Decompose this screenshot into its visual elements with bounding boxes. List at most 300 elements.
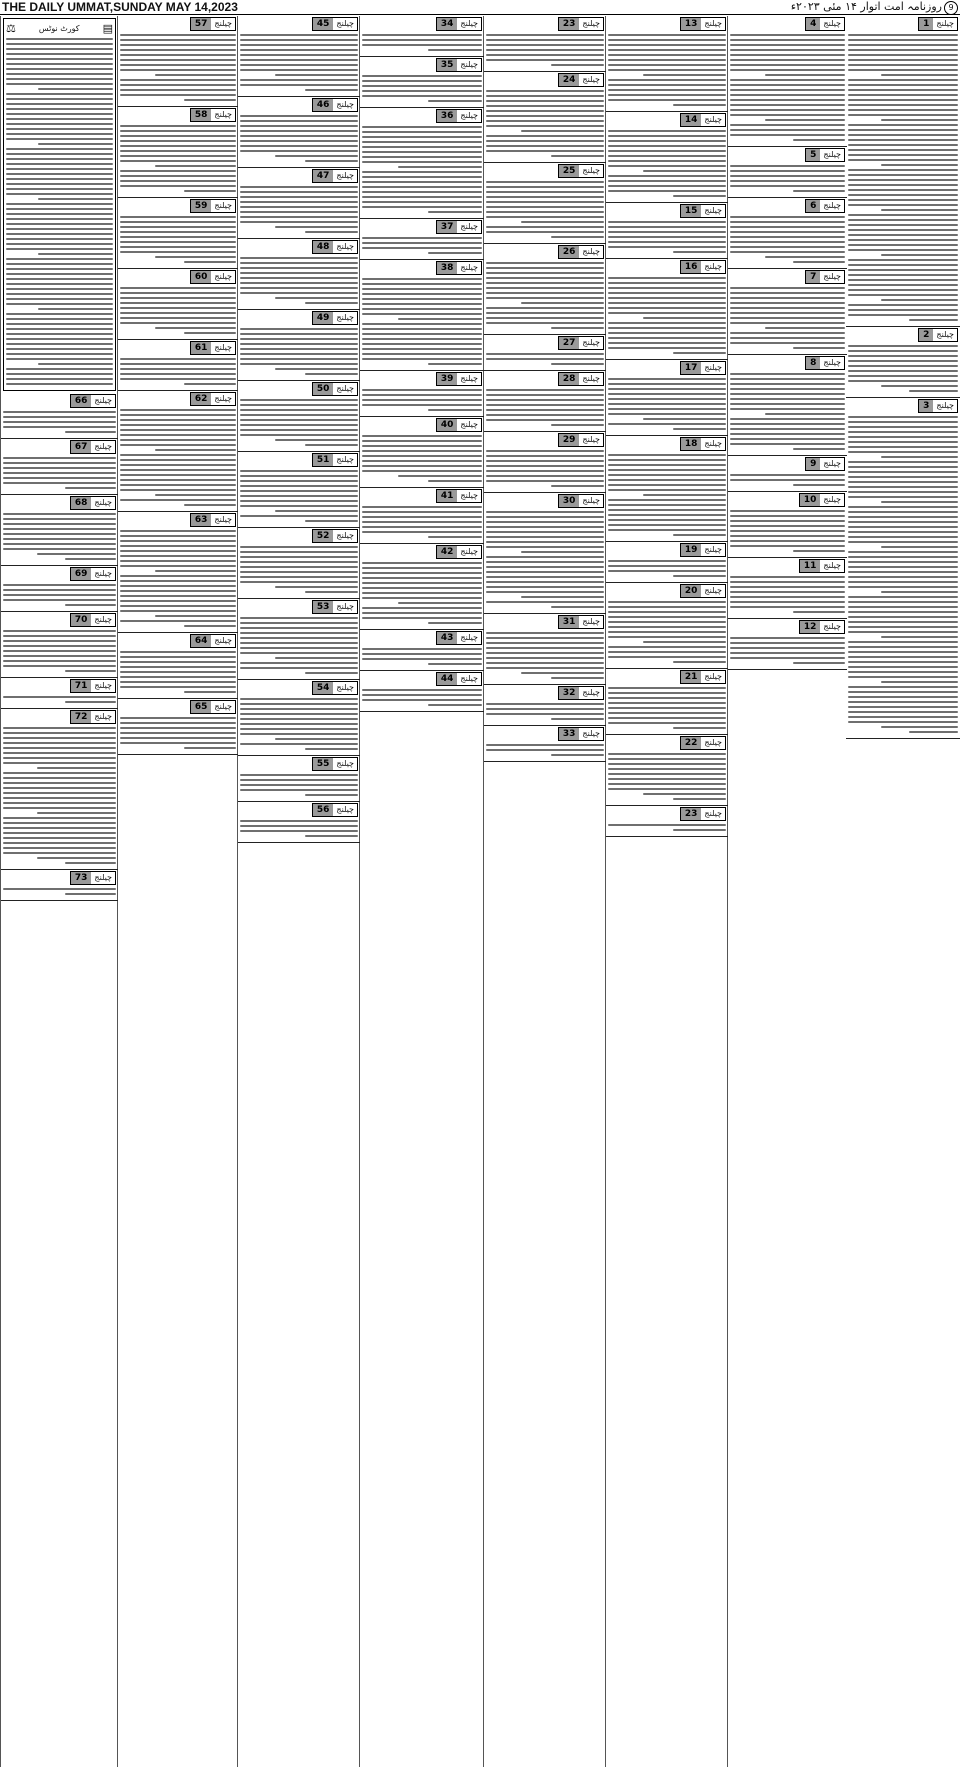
text-line (486, 39, 604, 41)
text-line (848, 466, 958, 468)
text-line (120, 302, 236, 304)
text-line (848, 159, 958, 161)
text-line (765, 119, 846, 121)
column-2 (727, 16, 847, 1767)
text-line (848, 601, 958, 603)
text-line (240, 515, 358, 517)
classified-item (118, 340, 238, 391)
text-line (608, 79, 726, 81)
text-line (486, 186, 604, 188)
text-line (362, 288, 482, 290)
text-line (765, 327, 846, 329)
text-line (240, 820, 358, 822)
text-line (240, 733, 358, 735)
text-line (362, 460, 482, 462)
text-line (608, 499, 726, 501)
text-line (486, 586, 604, 588)
text-line (486, 105, 604, 107)
text-line (881, 636, 958, 638)
text-line (608, 155, 726, 157)
item-number: 52 (313, 530, 334, 542)
text-line (730, 647, 845, 649)
text-line (486, 601, 604, 603)
text-line (848, 289, 958, 291)
text-line (120, 732, 236, 734)
text-line (673, 829, 726, 831)
text-line (120, 535, 236, 537)
classified-item (484, 614, 606, 685)
text-line (730, 337, 845, 339)
item-number-badge (70, 613, 116, 627)
item-number: 73 (71, 872, 92, 884)
text-line (362, 572, 482, 574)
classified-item (728, 16, 847, 147)
text-line (486, 667, 604, 669)
classified-item (238, 802, 360, 843)
text-line (608, 332, 726, 334)
text-line (3, 477, 116, 479)
text-line (6, 368, 113, 370)
text-line (155, 165, 236, 167)
text-line (673, 575, 726, 577)
text-line (120, 605, 236, 607)
text-line (486, 404, 604, 406)
text-line (730, 581, 845, 583)
text-line (362, 95, 482, 97)
text-line (643, 494, 726, 496)
text-line (3, 467, 116, 469)
item-number: 46 (313, 99, 334, 111)
item-number: 45 (313, 18, 334, 30)
text-line (486, 521, 604, 523)
text-line (3, 802, 116, 804)
text-line (486, 95, 604, 97)
text-line (608, 337, 726, 339)
text-line (275, 586, 358, 588)
text-line (486, 317, 604, 319)
text-line (608, 221, 726, 223)
text-line (362, 126, 482, 128)
text-line (362, 455, 482, 457)
text-line (730, 606, 845, 608)
text-line (6, 283, 113, 285)
text-line (120, 479, 236, 481)
text-line (362, 34, 482, 36)
item-number-badge (805, 199, 845, 213)
text-line (848, 54, 958, 56)
text-line (6, 38, 113, 40)
text-line (240, 206, 358, 208)
text-line (848, 716, 958, 718)
text-line (240, 409, 358, 411)
item-number-badge (680, 204, 726, 218)
text-line (848, 536, 958, 538)
text-line (240, 743, 358, 745)
column-7 (117, 16, 238, 1767)
classified-item (728, 269, 847, 355)
text-line (240, 333, 358, 335)
text-line (120, 231, 236, 233)
item-label: چیلنج (211, 109, 235, 121)
text-line (486, 511, 604, 513)
text-line (120, 590, 236, 592)
item-number: 14 (681, 114, 702, 126)
text-line (608, 297, 726, 299)
text-line (6, 258, 113, 260)
text-line (730, 180, 845, 182)
item-label: چیلنج (211, 393, 235, 405)
item-number-badge (805, 17, 845, 31)
text-line (551, 363, 604, 365)
text-line (848, 214, 958, 216)
item-number-badge (558, 494, 604, 508)
item-number-badge (312, 681, 358, 695)
text-line (6, 208, 113, 210)
text-line (486, 652, 604, 654)
classified-item (238, 97, 360, 168)
text-line (486, 206, 604, 208)
item-label: چیلنج (91, 711, 115, 723)
text-line (120, 474, 236, 476)
text-line (240, 267, 358, 269)
item-number: 15 (681, 205, 702, 217)
text-line (184, 383, 236, 385)
text-line (848, 586, 958, 588)
text-line (848, 314, 958, 316)
text-line (848, 365, 958, 367)
text-line (486, 662, 604, 664)
text-line (730, 39, 845, 41)
text-line (848, 471, 958, 473)
classified-item (118, 269, 238, 340)
text-line (240, 652, 358, 654)
text-line (909, 390, 959, 392)
text-line (486, 571, 604, 573)
text-line (362, 577, 482, 579)
item-number: 67 (71, 441, 92, 453)
item-label: چیلنج (333, 18, 357, 30)
text-line (305, 89, 358, 91)
text-line (38, 143, 113, 145)
item-number: 24 (559, 74, 580, 86)
text-line (6, 153, 113, 155)
text-line (673, 661, 726, 663)
item-number-badge (312, 240, 358, 254)
text-line (428, 622, 482, 624)
text-line (848, 516, 958, 518)
text-line (120, 656, 236, 658)
text-line (362, 161, 482, 163)
classified-item (728, 147, 847, 198)
text-line (362, 587, 482, 589)
text-line (730, 601, 845, 603)
text-line (6, 213, 113, 215)
item-label: چیلنج (457, 373, 481, 385)
text-line (240, 399, 358, 401)
classified-item (484, 726, 606, 762)
text-line (848, 139, 958, 141)
text-line (6, 63, 113, 65)
text-line (608, 824, 726, 826)
text-line (848, 481, 958, 483)
column-6 (237, 16, 360, 1767)
classified-item (238, 168, 360, 239)
text-line (3, 543, 116, 545)
text-line (3, 513, 116, 515)
text-line (608, 145, 726, 147)
text-line (6, 243, 113, 245)
text-line (362, 506, 482, 508)
text-line (120, 429, 236, 431)
text-line (3, 757, 116, 759)
text-line (730, 378, 845, 380)
text-line (240, 363, 358, 365)
item-number-badge (680, 670, 726, 684)
item-number-badge (436, 17, 482, 31)
text-line (240, 617, 358, 619)
item-label: چیلنج (457, 262, 481, 274)
classified-item (484, 432, 606, 493)
item-label: چیلنج (701, 737, 725, 749)
text-line (848, 701, 958, 703)
item-number: 30 (559, 495, 580, 507)
text-line (848, 526, 958, 528)
text-line (362, 303, 482, 305)
item-number: 53 (313, 601, 334, 613)
text-line (848, 521, 958, 523)
item-label: چیلنج (820, 149, 844, 161)
text-line (608, 712, 726, 714)
text-line (551, 236, 604, 238)
item-label: چیلنج (91, 568, 115, 580)
item-label: چیلنج (457, 673, 481, 685)
text-line (120, 545, 236, 547)
text-line (240, 186, 358, 188)
item-label: چیلنج (457, 419, 481, 431)
text-line (120, 292, 236, 294)
text-line (608, 64, 726, 66)
item-number-badge (312, 17, 358, 31)
text-line (120, 39, 236, 41)
item-label: چیلنج (579, 246, 603, 258)
text-line (240, 59, 358, 61)
text-line (120, 484, 236, 486)
item-number-badge (805, 356, 845, 370)
item-number: 19 (681, 544, 702, 556)
text-line (120, 686, 236, 688)
text-line (120, 666, 236, 668)
text-line (486, 703, 604, 705)
item-label: چیلنج (701, 261, 725, 273)
classified-item (360, 630, 484, 671)
text-line (793, 662, 845, 664)
text-line (486, 536, 604, 538)
item-label: چیلنج (701, 671, 725, 683)
classified-item (728, 558, 847, 619)
text-line (730, 657, 845, 659)
text-line (120, 560, 236, 562)
text-line (608, 34, 726, 36)
item-label: چیلنج (820, 458, 844, 470)
text-line (120, 150, 236, 152)
item-number-badge (312, 600, 358, 614)
text-line (120, 565, 236, 567)
text-line (240, 470, 358, 472)
text-line (848, 39, 958, 41)
text-line (362, 156, 482, 158)
text-line (608, 398, 726, 400)
item-number-badge (558, 164, 604, 178)
item-number-badge (436, 631, 482, 645)
item-number-badge (190, 392, 236, 406)
text-line (6, 298, 113, 300)
text-line (608, 707, 726, 709)
classified-item (360, 219, 484, 260)
text-line (730, 94, 845, 96)
text-line (848, 134, 958, 136)
classified-item (606, 360, 728, 436)
item-number: 59 (191, 200, 212, 212)
text-line (240, 571, 358, 573)
text-line (240, 343, 358, 345)
text-line (551, 485, 604, 487)
item-label: چیلنج (211, 342, 235, 354)
text-line (3, 797, 116, 799)
text-line (486, 556, 604, 558)
text-line (3, 599, 116, 601)
item-label: چیلنج (91, 614, 115, 626)
text-line (240, 581, 358, 583)
text-line (848, 646, 958, 648)
text-line (730, 535, 845, 537)
item-label: چیلنج (820, 357, 844, 369)
text-line (486, 708, 604, 710)
item-number: 40 (437, 419, 458, 431)
text-line (608, 570, 726, 572)
text-line (848, 506, 958, 508)
text-line (240, 79, 358, 81)
text-line (848, 34, 958, 36)
text-line (240, 348, 358, 350)
text-line (6, 108, 113, 110)
text-line (3, 737, 116, 739)
text-line (362, 338, 482, 340)
text-line (362, 44, 482, 46)
text-line (848, 541, 958, 543)
item-number-badge (680, 17, 726, 31)
text-line (848, 426, 958, 428)
text-line (65, 893, 116, 895)
item-number-badge (799, 493, 845, 507)
text-line (275, 657, 358, 659)
item-label: چیلنج (91, 497, 115, 509)
text-line (486, 231, 604, 233)
text-line (881, 591, 958, 593)
text-line (240, 698, 358, 700)
text-line (240, 145, 358, 147)
text-line (120, 373, 236, 375)
text-line (6, 53, 113, 55)
text-line (521, 551, 604, 553)
classified-item (360, 57, 484, 108)
text-line (486, 353, 604, 355)
classified-item (1, 495, 118, 566)
text-line (730, 185, 845, 187)
text-line (848, 189, 958, 191)
text-line (362, 617, 482, 619)
text-line (848, 370, 958, 372)
item-number: 50 (313, 383, 334, 395)
text-line (240, 830, 358, 832)
text-line (848, 491, 958, 493)
text-line (3, 782, 116, 784)
text-line (120, 540, 236, 542)
item-label: چیلنج (333, 530, 357, 542)
item-number: 44 (437, 673, 458, 685)
text-line (6, 323, 113, 325)
text-line (673, 352, 726, 354)
text-line (6, 148, 113, 150)
item-number-badge (558, 433, 604, 447)
item-number-badge (558, 372, 604, 386)
text-line (428, 409, 482, 411)
text-line (362, 526, 482, 528)
text-line (120, 221, 236, 223)
text-line (486, 115, 604, 117)
classified-item (484, 163, 606, 244)
text-line (362, 278, 482, 280)
text-line (848, 621, 958, 623)
text-line (486, 100, 604, 102)
item-number-badge (918, 399, 958, 413)
text-line (848, 269, 958, 271)
text-line (6, 158, 113, 160)
text-line (608, 307, 726, 309)
text-line (3, 777, 116, 779)
text-line (848, 304, 958, 306)
item-label: چیلنج (211, 514, 235, 526)
classified-item (118, 107, 238, 198)
text-line (848, 204, 958, 206)
item-number: 22 (681, 737, 702, 749)
text-line (848, 436, 958, 438)
text-line (848, 355, 958, 357)
text-line (362, 689, 482, 691)
text-line (38, 308, 113, 310)
item-number-badge (558, 73, 604, 87)
text-line (730, 530, 845, 532)
classified-item (238, 599, 360, 680)
text-line (730, 510, 845, 512)
item-label: چیلنج (701, 362, 725, 374)
text-line (848, 44, 958, 46)
item-number: 11 (800, 560, 821, 572)
item-label: چیلنج (333, 383, 357, 395)
text-line (486, 282, 604, 284)
text-line (848, 451, 958, 453)
text-line (155, 327, 236, 329)
text-line (608, 788, 726, 790)
item-number: 9 (806, 458, 820, 470)
text-line (608, 479, 726, 481)
item-number: 12 (800, 621, 821, 633)
text-line (362, 567, 482, 569)
text-line (3, 827, 116, 829)
text-line (765, 256, 846, 258)
text-line (120, 135, 236, 137)
text-line (240, 404, 358, 406)
text-line (730, 297, 845, 299)
